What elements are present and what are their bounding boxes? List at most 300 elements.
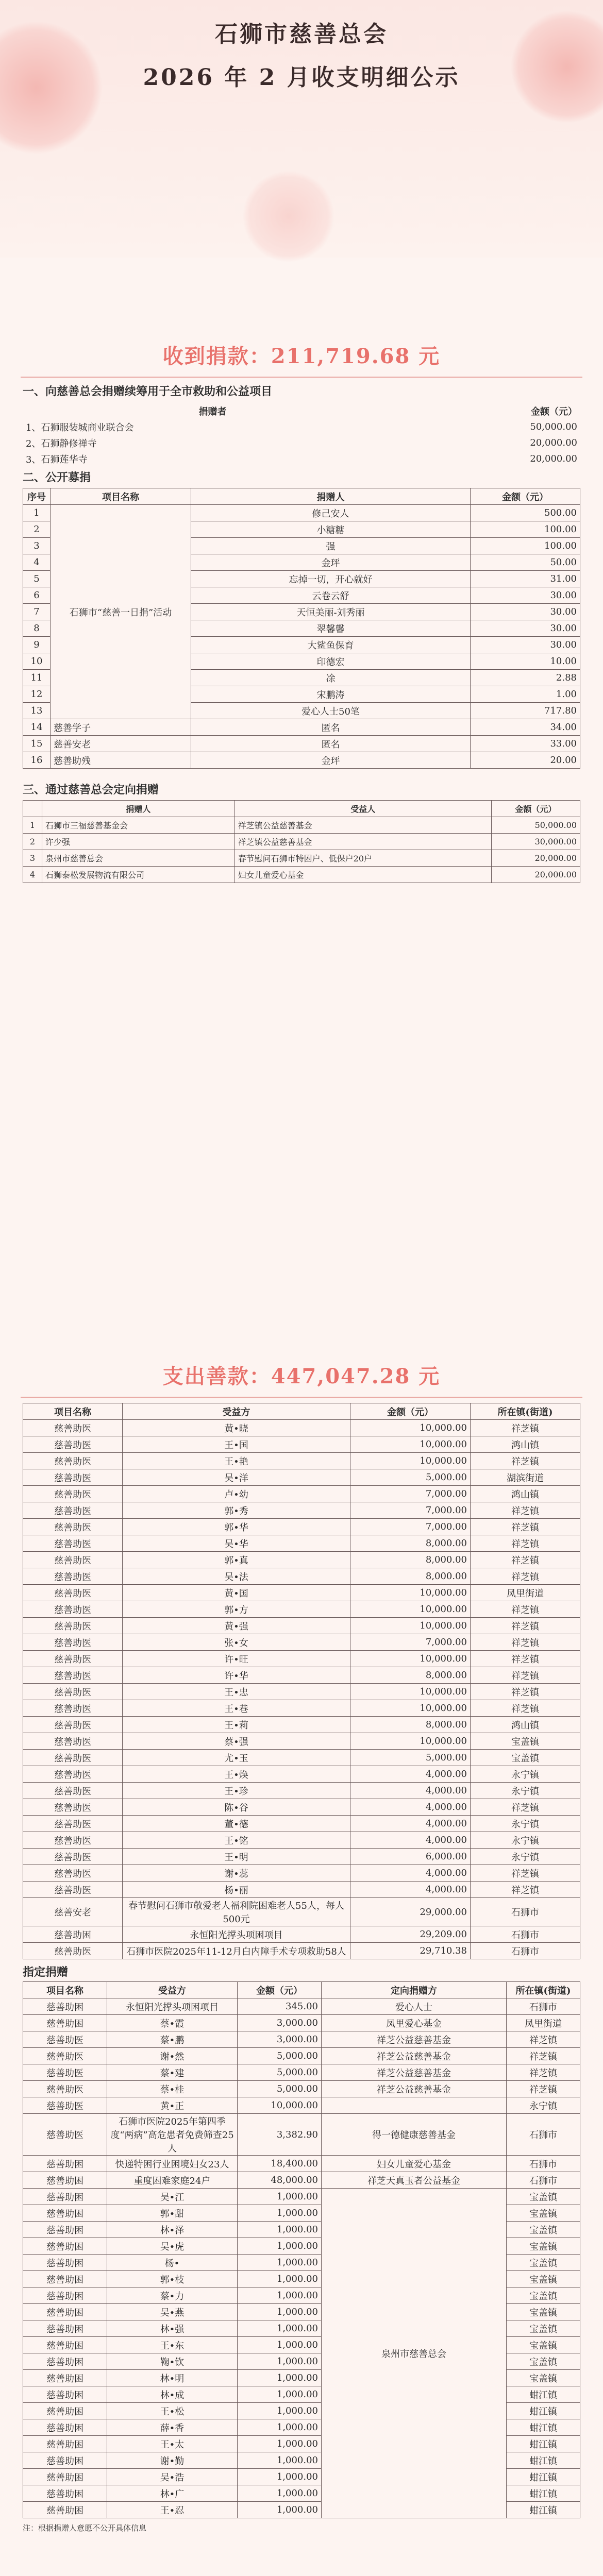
amount: 50,000.00 [530,421,577,432]
town: 祥芝镇 [471,1453,580,1469]
project-name: 慈善助医 [23,1436,123,1453]
designated-donor: 祥芝天真玉者公益基金 [322,2172,507,2189]
project-name: 慈善助困 [23,2403,107,2419]
amount: 20,000.00 [491,850,580,867]
project-name: 慈善助医 [23,2048,107,2064]
section-1-title: 一、向慈善总会捐赠续筹用于全市救助和公益项目 [23,385,273,398]
report-title: 2026 年 2 月收支明细公示 [143,64,460,91]
beneficiary: 林•强 [107,2320,238,2337]
table-row [23,2081,580,2097]
project-name: 慈善助医 [23,1552,123,1568]
table-row [23,1634,580,1651]
beneficiary: 林•泽 [107,2222,238,2238]
table-row [23,1750,580,1766]
amount: 10.00 [471,653,580,670]
amount: 10,000.00 [350,1651,471,1667]
beneficiary: 蔡•强 [123,1733,350,1750]
town: 蚶江镇 [507,2469,580,2485]
table-row [23,2031,580,2048]
table-header [23,1403,580,1420]
town: 蚶江镇 [507,2502,580,2518]
town: 祥芝镇 [471,1667,580,1684]
beneficiary: 卢•幼 [123,1486,350,1502]
town: 石狮市 [507,2156,580,2172]
table-row [23,1601,580,1618]
town: 祥芝镇 [471,1568,580,1585]
table-row [23,2097,580,2114]
table-row [23,2064,580,2081]
town: 永宁镇 [471,1849,580,1865]
table-row [23,1717,580,1733]
project-name: 慈善助医 [23,1799,123,1816]
amount: 7,000.00 [350,1519,471,1535]
beneficiary: 许•华 [123,1667,350,1684]
beneficiary: 王•东 [107,2337,238,2353]
beneficiary: 石狮市医院2025年11-12月白内障手术专项救助58人 [123,1943,350,1959]
town: 石狮市 [471,1898,580,1926]
row-number: 16 [23,752,51,769]
amount: 1,000.00 [238,2452,322,2469]
town: 宝盖镇 [507,2337,580,2353]
table-row [23,850,580,867]
column-header: 所在镇(街道) [507,1982,580,1998]
designated-donor: 爱心人士 [322,1998,507,2015]
project-name: 慈善助困 [23,2255,107,2271]
project-name: 慈善助医 [23,1717,123,1733]
beneficiary: 黄•晓 [123,1420,350,1436]
designated-donor: 祥芝公益慈善基金 [322,2081,507,2097]
town: 宝盖镇 [507,2255,580,2271]
project-name: 慈善助医 [23,2097,107,2114]
table-header [23,403,580,419]
table-row [23,752,580,769]
donor-name: 匿名 [191,736,471,752]
project-name: 慈善助困 [23,2386,107,2403]
amount: 1,000.00 [238,2255,322,2271]
donor-name: 翠馨馨 [191,620,471,637]
project-name: 慈善安老 [23,1898,123,1926]
amount: 7,000.00 [350,1486,471,1502]
table-row [23,1783,580,1799]
amount: 500.00 [471,505,580,521]
beneficiary: 石狮市医院2025年第四季度“两病”高危患者免费筛查25人 [107,2114,238,2156]
table-row [23,1502,580,1519]
beneficiary: 谢•然 [107,2048,238,2064]
beneficiary: 郭•方 [123,1601,350,1618]
amount: 345.00 [238,1998,322,2015]
town: 永宁镇 [471,1766,580,1783]
amount: 3,000.00 [238,2015,322,2031]
table-row [23,1882,580,1898]
column-header: 捐赠人 [42,801,235,817]
beneficiary: 蔡•建 [107,2064,238,2081]
amount: 8,000.00 [350,1535,471,1552]
beneficiary: 王•太 [107,2436,238,2452]
beneficiary: 黄•国 [123,1585,350,1601]
town: 凤里街道 [471,1585,580,1601]
town: 祥芝镇 [471,1502,580,1519]
town: 宝盖镇 [507,2370,580,2386]
column-header: 所在镇(街道) [471,1403,580,1420]
amount: 10,000.00 [350,1420,471,1436]
amount: 717.80 [471,703,580,719]
town: 蚶江镇 [507,2452,580,2469]
project-name: 慈善助困 [23,2156,107,2172]
table-row [23,2048,580,2064]
amount: 8,000.00 [350,1667,471,1684]
beneficiary: 王•巷 [123,1700,350,1717]
column-header [23,801,42,817]
table-row [23,719,580,736]
beneficiary: 林•成 [107,2386,238,2403]
amount: 100.00 [471,538,580,554]
amount: 1,000.00 [238,2320,322,2337]
amount: 4,000.00 [350,1766,471,1783]
designated-donor: 祥芝公益慈善基金 [322,2048,507,2064]
table-row [23,1898,580,1926]
table-row [23,2114,580,2156]
donor-name: 泉州市慈善总会 [42,850,235,867]
town: 宝盖镇 [507,2271,580,2287]
amount: 4,000.00 [350,1799,471,1816]
amount: 18,400.00 [238,2156,322,2172]
amount: 5,000.00 [238,2081,322,2097]
beneficiary: 吴•虎 [107,2238,238,2255]
beneficiary: 王•艳 [123,1453,350,1469]
amount: 31.00 [471,571,580,587]
amount: 10,000.00 [350,1733,471,1750]
town: 祥芝镇 [471,1519,580,1535]
column-header: 序号 [23,488,51,505]
donor-name: 爱心人士50笔 [191,703,471,719]
town: 宝盖镇 [507,2189,580,2205]
row-number: 3 [23,538,51,554]
amount: 10,000.00 [350,1436,471,1453]
beneficiary: 蔡•霞 [107,2015,238,2031]
town: 祥芝镇 [471,1601,580,1618]
expense-table [23,1403,580,1959]
divider [21,1397,582,1398]
amount: 1,000.00 [238,2386,322,2403]
table-row [23,1733,580,1750]
table-row [23,1535,580,1552]
amount: 33.00 [471,736,580,752]
beneficiary: 谢•蕊 [123,1865,350,1882]
project-name: 慈善助医 [23,1943,123,1959]
row-number: 7 [23,604,51,620]
table-row [23,834,580,850]
amount: 1,000.00 [238,2205,322,2222]
designated-donor [322,2097,507,2114]
beneficiary: 王•莉 [123,1717,350,1733]
town: 祥芝镇 [507,2031,580,2048]
beneficiary: 林•明 [107,2370,238,2386]
table-row [23,419,580,435]
town: 永宁镇 [471,1783,580,1799]
amount: 4,000.00 [350,1882,471,1898]
amount: 1,000.00 [238,2502,322,2518]
donor-name: 3、石狮莲华寺 [26,454,88,465]
amount: 30,000.00 [491,834,580,850]
beneficiary: 祥芝镇公益慈善基金 [234,834,491,850]
beneficiary: 王•焕 [123,1766,350,1783]
project-name: 慈善助困 [23,2370,107,2386]
table-row [23,1552,580,1568]
table-row [23,1667,580,1684]
town: 蚶江镇 [507,2485,580,2502]
divider [21,377,582,378]
footnote: 注：根据捐赠人意愿不公开具体信息 [23,2523,147,2533]
town: 石狮市 [507,2114,580,2156]
town: 宝盖镇 [507,2222,580,2238]
amount: 10,000.00 [350,1684,471,1700]
donor-name: 匿名 [191,719,471,736]
donor-table [23,403,580,467]
column-header: 受益方 [107,1982,238,1998]
row-number: 6 [23,587,51,604]
beneficiary: 祥芝镇公益慈善基金 [234,817,491,834]
directed-donation-table [23,800,580,883]
donor-name: 印德宏 [191,653,471,670]
amount: 8,000.00 [350,1568,471,1585]
beneficiary: 杨•丽 [123,1882,350,1898]
amount: 4,000.00 [350,1783,471,1799]
town: 祥芝镇 [507,2064,580,2081]
project-name: 慈善助残 [51,752,191,769]
amount: 10,000.00 [350,1601,471,1618]
donor-name: 小糖糖 [191,521,471,538]
beneficiary: 蔡•鹏 [107,2031,238,2048]
project-name: 慈善助困 [23,2320,107,2337]
beneficiary: 王•忠 [123,1684,350,1700]
donor-name: 许少强 [42,834,235,850]
table-row [23,2189,580,2205]
table-row [23,1486,580,1502]
table-row [23,736,580,752]
town: 祥芝镇 [471,1420,580,1436]
project-name: 慈善助医 [23,1502,123,1519]
amount: 5,000.00 [238,2064,322,2081]
row-number: 14 [23,719,51,736]
amount: 30.00 [471,604,580,620]
table-row [23,451,580,467]
expense-heading: 支出善款：447,047.28 元 [162,1364,441,1388]
amount: 30.00 [471,620,580,637]
project-name: 石狮市“慈善一日捐”活动 [51,505,191,719]
amount: 20,000.00 [530,437,577,448]
beneficiary: 永恒阳光撑头项困项目 [123,1926,350,1943]
table-row [23,1943,580,1959]
project-name: 慈善助医 [23,2114,107,2156]
amount: 29,209.00 [350,1926,471,1943]
beneficiary: 蔡•力 [107,2287,238,2304]
beneficiary: 郭•真 [123,1552,350,1568]
row-number: 2 [23,834,42,850]
amount: 10,000.00 [350,1618,471,1634]
amount: 3,382.90 [238,2114,322,2156]
amount: 50,000.00 [491,817,580,834]
town: 祥芝镇 [471,1535,580,1552]
amount: 1,000.00 [238,2337,322,2353]
table-row [23,1865,580,1882]
project-name: 慈善学子 [51,719,191,736]
designated-donor: 祥芝公益慈善基金 [322,2031,507,2048]
town: 蚶江镇 [507,2386,580,2403]
beneficiary: 春节慰问石狮市敬爱老人福利院困难老人55人，每人500元 [123,1898,350,1926]
table-row [23,2172,580,2189]
project-name: 慈善助困 [23,2452,107,2469]
table-row [23,1684,580,1700]
project-name: 慈善助困 [23,2419,107,2436]
designated-donor: 凤里爱心基金 [322,2015,507,2031]
column-header: 定向捐赠方 [322,1982,507,1998]
beneficiary: 董•德 [123,1816,350,1832]
project-name: 慈善助医 [23,2031,107,2048]
town: 宝盖镇 [507,2353,580,2370]
amount: 4,000.00 [350,1816,471,1832]
town: 宝盖镇 [507,2304,580,2320]
column-header: 捐赠人 [191,488,471,505]
town: 祥芝镇 [471,1882,580,1898]
amount: 10,000.00 [350,1453,471,1469]
table-row [23,505,580,521]
row-number: 2 [23,521,51,538]
column-header: 金额（元） [238,1982,322,1998]
row-number: 15 [23,736,51,752]
beneficiary: 尤•玉 [123,1750,350,1766]
project-name: 慈善助医 [23,1816,123,1832]
table-header [23,488,580,505]
table-row [23,1816,580,1832]
amount: 1,000.00 [238,2370,322,2386]
row-number: 13 [23,703,51,719]
row-number: 1 [23,505,51,521]
beneficiary: 春节慰问石狮市特困户、低保户20户 [234,850,491,867]
town: 祥芝镇 [471,1865,580,1882]
section-3-title: 三、通过慈善总会定向捐赠 [23,783,159,796]
row-number: 10 [23,653,51,670]
beneficiary: 吴•法 [123,1568,350,1585]
org-title: 石狮市慈善总会 [215,21,388,47]
column-header: 项目名称 [23,1403,123,1420]
table-row [23,1519,580,1535]
beneficiary: 王•国 [123,1436,350,1453]
amount: 34.00 [471,719,580,736]
column-header: 项目名称 [51,488,191,505]
project-name: 慈善助医 [23,1486,123,1502]
project-name: 慈善助医 [23,1618,123,1634]
project-name: 慈善助困 [23,2304,107,2320]
amount: 1,000.00 [238,2353,322,2370]
town: 鸿山镇 [471,1717,580,1733]
donor-name: 忘掉一切，开心就好 [191,571,471,587]
amount: 30.00 [471,587,580,604]
amount: 30.00 [471,637,580,653]
donor-name: 石狮泰松发展物流有限公司 [42,867,235,883]
column-header: 捐赠者 [198,406,227,417]
row-number: 4 [23,867,42,883]
amount: 20.00 [471,752,580,769]
beneficiary: 林•广 [107,2485,238,2502]
project-name: 慈善助困 [23,1998,107,2015]
table-row [23,1436,580,1453]
town: 鸿山镇 [471,1486,580,1502]
amount: 1.00 [471,686,580,703]
amount: 5,000.00 [350,1469,471,1486]
column-header: 项目名称 [23,1982,107,1998]
amount: 5,000.00 [238,2048,322,2064]
donor-name: 1、石狮服装城商业联合会 [26,422,134,433]
town: 石狮市 [471,1926,580,1943]
row-number: 9 [23,637,51,653]
town: 祥芝镇 [471,1684,580,1700]
amount: 8,000.00 [350,1552,471,1568]
amount: 48,000.00 [238,2172,322,2189]
table-row [23,1568,580,1585]
designated-donor: 得一德健康慈善基金 [322,2114,507,2156]
amount: 4,000.00 [350,1832,471,1849]
amount: 1,000.00 [238,2287,322,2304]
beneficiary: 杨• [107,2255,238,2271]
beneficiary: 王•忍 [107,2502,238,2518]
project-name: 慈善助医 [23,1634,123,1651]
project-name: 慈善助困 [23,2015,107,2031]
town: 蚶江镇 [507,2403,580,2419]
town: 祥芝镇 [471,1700,580,1717]
town: 石狮市 [471,1943,580,1959]
row-number: 4 [23,554,51,571]
column-header: 受益人 [234,801,491,817]
project-name: 慈善助困 [23,2172,107,2189]
town: 祥芝镇 [507,2048,580,2064]
project-name: 慈善助困 [23,2238,107,2255]
amount: 2.88 [471,670,580,686]
donor-name: 2、石狮静修禅寺 [26,438,97,449]
beneficiary: 吴•洋 [123,1469,350,1486]
project-name: 慈善助困 [23,2469,107,2485]
beneficiary: 王•松 [107,2403,238,2419]
table-row [23,1849,580,1865]
table-row [23,1420,580,1436]
project-name: 慈善助医 [23,1865,123,1882]
town: 蚶江镇 [507,2419,580,2436]
project-name: 慈善助困 [23,2205,107,2222]
town: 宝盖镇 [507,2320,580,2337]
beneficiary: 郭•枝 [107,2271,238,2287]
beneficiary: 郭•甜 [107,2205,238,2222]
amount: 1,000.00 [238,2189,322,2205]
project-name: 慈善助医 [23,1453,123,1469]
donor-name: 石狮市三福慈善基金会 [42,817,235,834]
project-name: 慈善助医 [23,2081,107,2097]
amount: 10,000.00 [350,1585,471,1601]
project-name: 慈善助医 [23,1585,123,1601]
project-name: 慈善助医 [23,1750,123,1766]
project-name: 慈善助医 [23,1882,123,1898]
town: 宝盖镇 [507,2287,580,2304]
table-row [23,1453,580,1469]
project-name: 慈善助困 [23,2502,107,2518]
project-name: 慈善助困 [23,2271,107,2287]
section-2-title: 二、公开募捐 [23,471,91,484]
beneficiary: 王•铭 [123,1832,350,1849]
project-name: 慈善助困 [23,2287,107,2304]
project-name: 慈善助困 [23,1926,123,1943]
table-row [23,817,580,834]
row-number: 3 [23,850,42,867]
town: 永宁镇 [507,2097,580,2114]
beneficiary: 许•旺 [123,1651,350,1667]
